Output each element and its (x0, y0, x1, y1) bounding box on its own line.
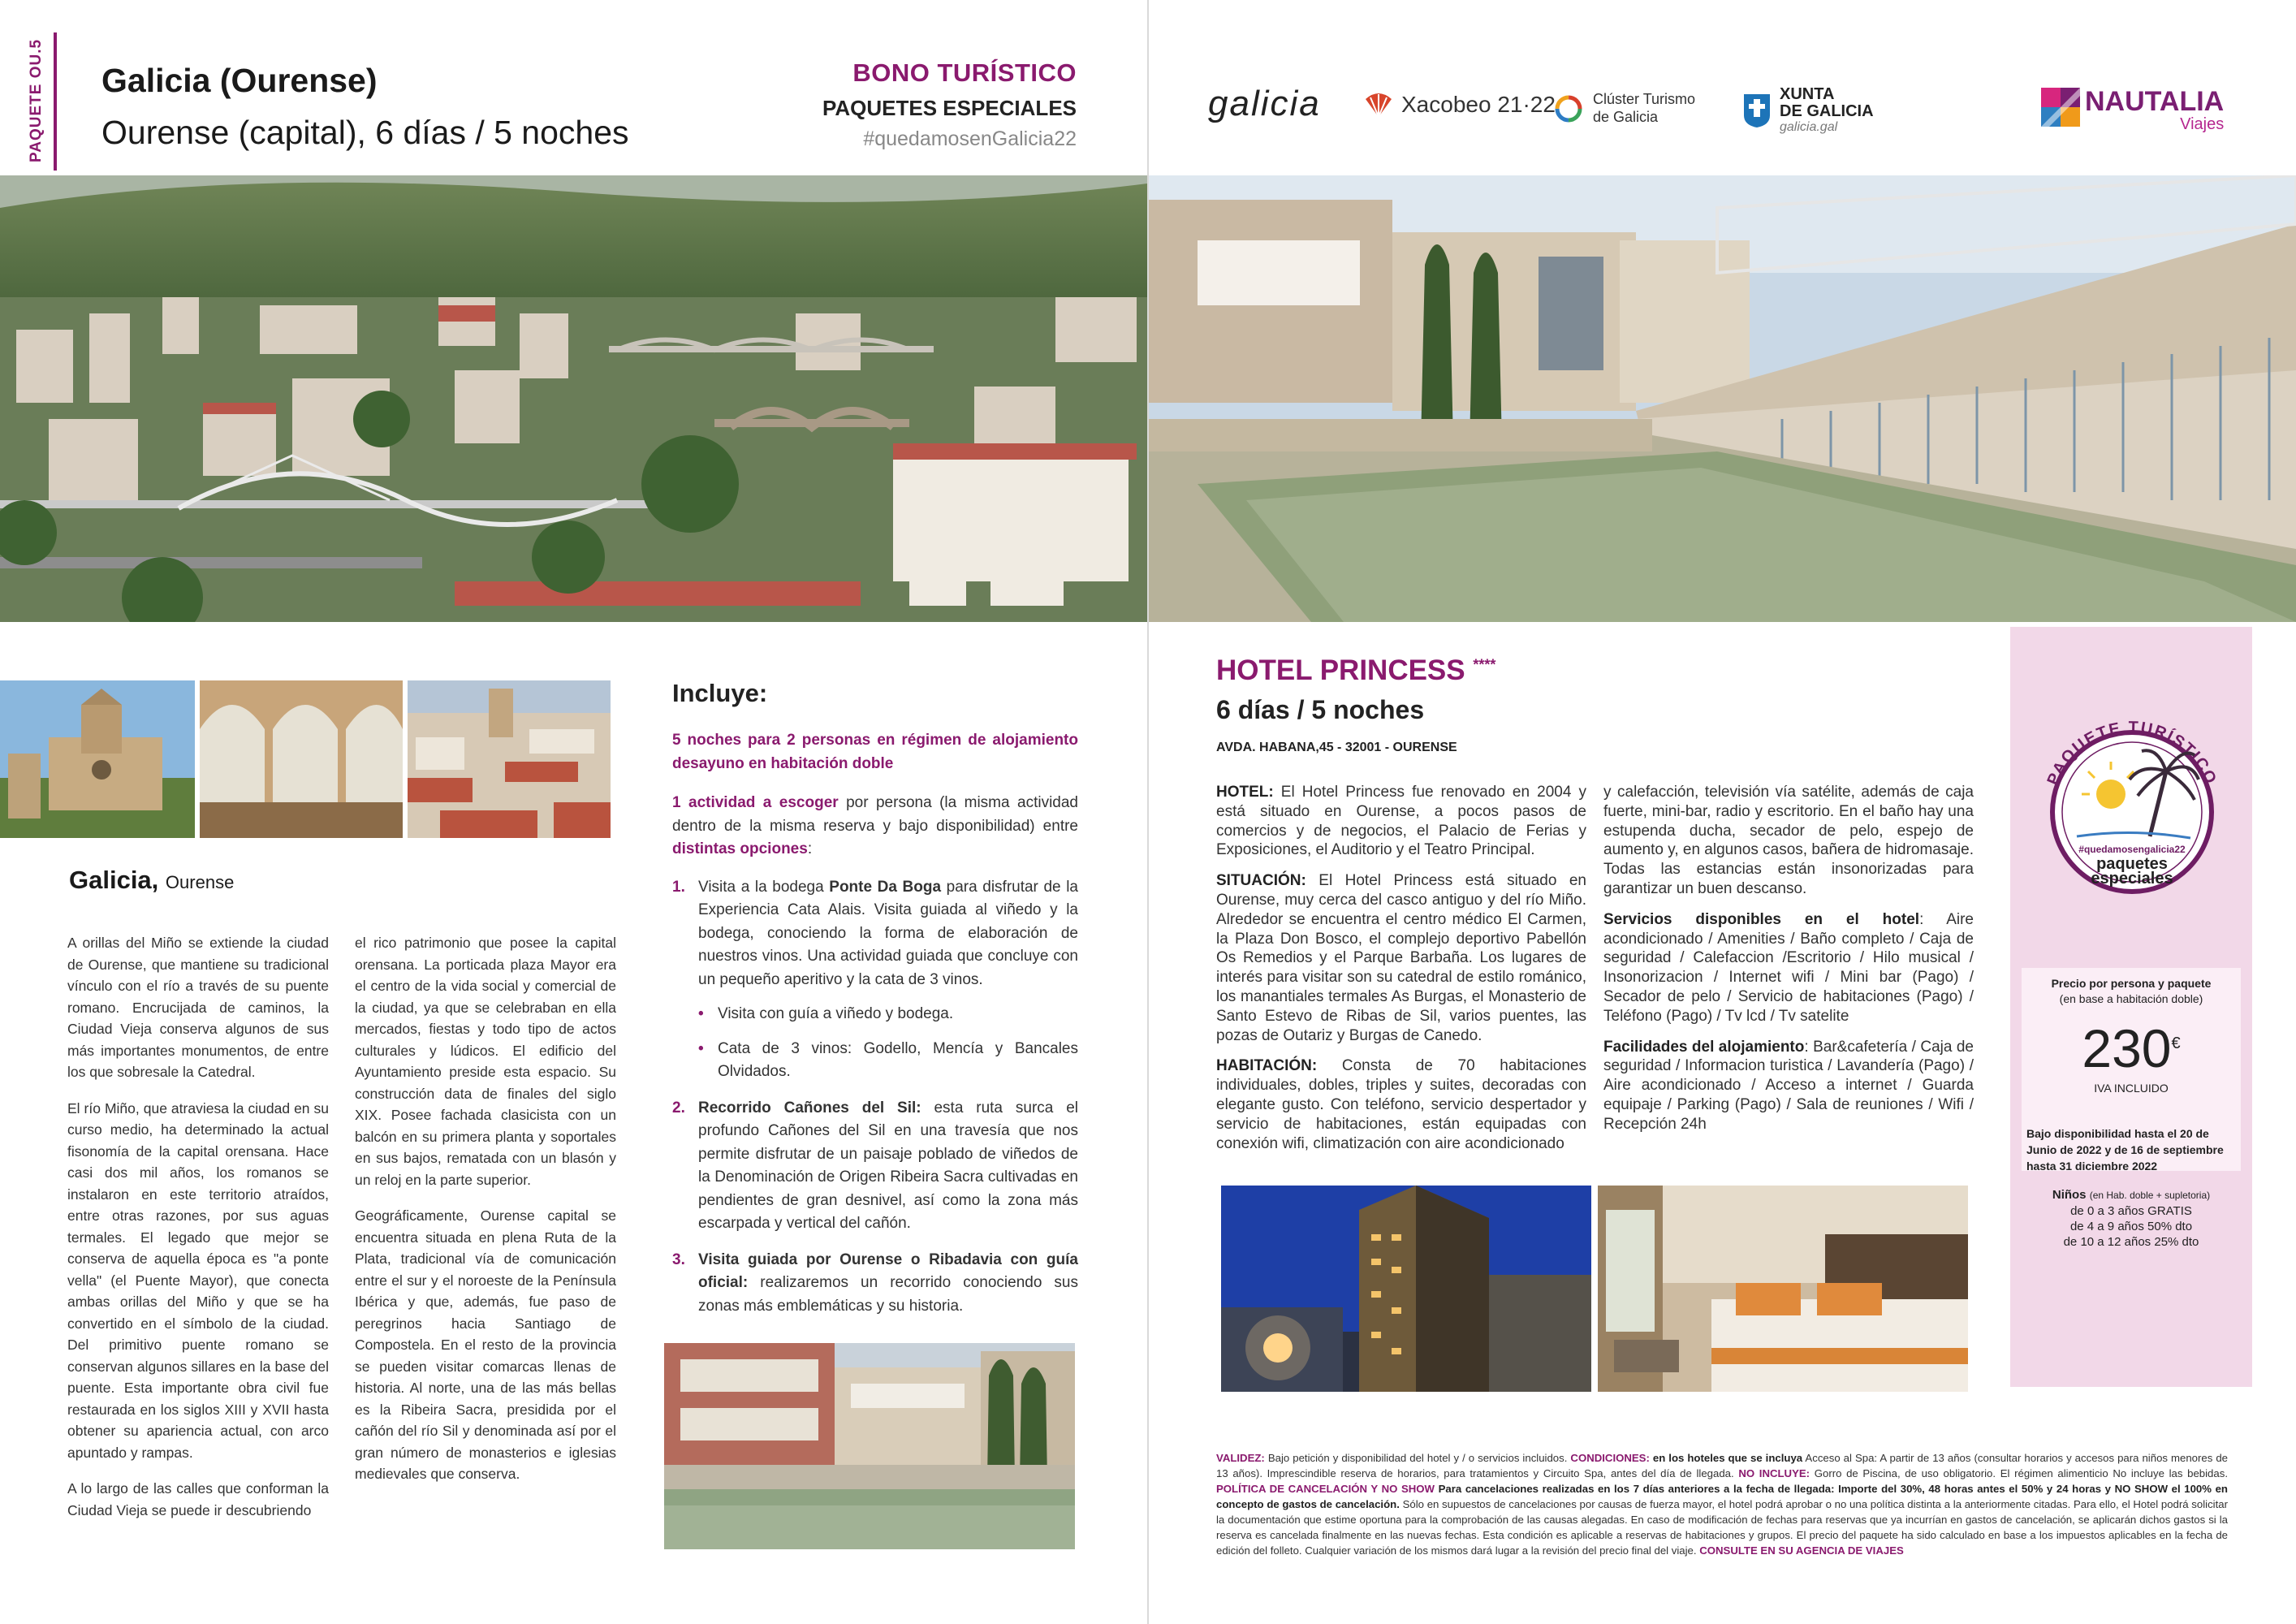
xunta-line2: DE GALICIA (1780, 102, 1874, 120)
nautalia-sub: Viajes (2180, 115, 2225, 133)
incluye-heading: Incluye: (672, 679, 768, 707)
conditions-condiciones-bold: en los hoteles que se incluya (1649, 1452, 1803, 1464)
xunta-logo (1742, 86, 1874, 135)
hotel-paragraph-label: Servicios disponibles en el hotel (1603, 910, 1920, 928)
hotel-address: AVDA. HABANA,45 - 32001 - OURENSE (1216, 741, 1457, 754)
activity-text: realizaremos un recorrido conociendo sus zonas más emblemáticas y su historia. (698, 1274, 1078, 1315)
hotel-paragraph-text: : Bar&cafetería / Caja de seguridad / Informacion turistica / Lavandería (Pago) / Aire acondicionado / Acceso a internet / Guarda equipaje / Parking (Pago) / Sala de reuniones / Wifi / Recepción 24h (1603, 1038, 1974, 1133)
children-line: de 0 a 3 años GRATIS (2070, 1204, 2192, 1218)
stamp-hashtag: #quedamosengalicia22 (2078, 844, 2186, 855)
galicia-logo-text: galicia (1208, 84, 1321, 123)
activity-item (672, 1249, 1078, 1319)
activity-number: 2. (672, 1099, 685, 1116)
hotel-paragraph-label: HOTEL: (1216, 784, 1274, 801)
xacobeo-logo (1362, 91, 1556, 119)
children-title: Niños (2052, 1188, 2087, 1202)
hotel-paragraph (1216, 871, 1586, 1045)
hotel-paragraph (1603, 910, 1974, 1026)
destination-paragraph: El río Miño, que atraviesa la ciudad en su curso medio, ha determinado la actual fisonomía de la capital orensana. Hace casi dos mil años, los romanos se instalaron en este territorio atraídos, entre otras razones, por sus aguas termales. El legado que mejor se conserva de aquella época es "a ponte vella" (el Puente Mayor), que conecta ambas orillas del Miño y que se ha convertido en el símbolo de la ciudad. Del primitivo puente romano se conservan algunos sillares en la base del puente. Esta importante obra civil fue restaurada en los siglos XIII y XVII hasta obtener su apariencia actual, con arco apuntado y rampas. (67, 1099, 329, 1461)
children-note: (en Hab. doble + supletoria) (2089, 1190, 2211, 1201)
price-label-sub: (en base a habitación doble) (2059, 992, 2203, 1005)
xacobeo-shell-icon (1362, 91, 1395, 119)
xunta-url: galicia.gal (1780, 120, 1838, 134)
price-label-main: Precio por persona y paquete (2051, 977, 2212, 990)
hotel-paragraph-label: Facilidades del alojamiento (1603, 1038, 1805, 1056)
conditions-text (1216, 1450, 2228, 1558)
destination-title (69, 866, 234, 895)
xacobeo-logo-text: Xacobeo 21·22 (1401, 92, 1556, 117)
destination-paragraph: el rico patrimonio que posee la capital orensana. La porticada plaza Mayor era el centro de la vida social y comercial de la ciudad, ya que se celebraban en ella mercados, fiestas y todo tipo de actos culturales y lúdicos. El edificio del Ayuntamiento preside esta espacio. Su construcción data de finales del siglo XIX. Posee fachada clasicista con un balcón en su primera planta y soportales en sus bajos, rematada con un blasón y un reloj en la parte superior. (355, 935, 616, 1188)
price-currency: € (2171, 1034, 2181, 1052)
nautalia-logo (2041, 88, 2224, 134)
page-subtitle: Ourense (capital), 6 días / 5 noches (101, 114, 629, 151)
destination-col-1 (67, 932, 329, 1535)
hotel-room-photo (1598, 1186, 1968, 1392)
hotel-paragraph-text: : Aire acondicionado / Amenities / Baño completo / Caja de seguridad / Calefaccion /Escritorio / Hilo musical / Insonorizacion / Internet wifi / Mini bar (Pago) / Secador de pelo / Servicio de habitaciones (Pago) / Teléfono (Pago) / Tv lcd / Tv satelite (1603, 910, 1974, 1025)
activity-list (672, 876, 1078, 1319)
activity-intro-text: por persona (la misma actividad dentro de la misma reserva y bajo disponibilidad) entre (672, 794, 1078, 835)
activity-bold: Recorrido Cañones del Sil: (698, 1099, 921, 1116)
destination-paragraph: A lo largo de las calles que conforman la Ciudad Vieja se puede ir descubriendo (67, 1480, 329, 1518)
activity-intro-bold2: distintas opciones (672, 840, 808, 857)
hotel-paragraph-label: SITUACIÓN: (1216, 872, 1306, 890)
activity-bold: Visita guiada por Ourense o Ribadavia con guía oficial: (698, 1250, 1078, 1291)
bono-subtitle: PAQUETES ESPECIALES (822, 96, 1077, 120)
page-title: Galicia (Ourense) (101, 62, 378, 99)
side-tab-label: PAQUETE OU.5 (28, 38, 45, 162)
children-line: de 4 a 9 años 50% dto (2069, 1220, 2193, 1233)
hotel-paragraph-text: Consta de 70 habitaciones individuales, dobles, triples y suites, decoradas con elegante gusto. Con teléfono, servicio despertador y servicio de habitaciones, están equipadas con conexión wifi, climatización con aire acondicionado (1216, 1057, 1586, 1152)
nautalia-mosaic-icon (2041, 88, 2080, 127)
cluster-swirl-icon (1552, 93, 1585, 125)
destination-paragraph: Geográficamente, Ourense capital se encuentra situada en plena Ruta de la Plata, tradicional vía de comunicación entre el sur y el noroeste de la Península Ibérica y que, además, fue paso de peregrinos hacia Santiago de Compostela. En el resto de la provincia se pueden visitar comarcas llenas de historia. Al norte, una de las más bellas es la Ribeira Sacra, presidida por el cañón del río Sil y denominada así por el gran número de monasterios e iglesias medievales que conserva. (355, 1207, 616, 1482)
incluye-lead: 5 noches para 2 personas en régimen de alojamiento desayuno en habitación doble (672, 732, 1078, 772)
price-iva: IVA INCLUIDO (2094, 1082, 2169, 1095)
hotel-paragraph-text: El Hotel Princess está situado en Ourense, muy cerca del casco antiguo y del río Miño. Alrededor se encuentra el centro médico El Carmen, la Plaza Don Bosco, el complejo deportivo Pabellón Os Remedios y el Parque Barbaña. Los lugares de interés para visitar son su catedral de estilo románico, los manantiales termales As Burgas, el Monasterio de Santo Estevo de Ribas de Sil, varios puentes, las pozas de Outariz y Burgas de Canedo. (1216, 872, 1586, 1044)
side-tab (24, 32, 57, 171)
bono-title: BONO TURÍSTICO (852, 58, 1077, 87)
destination-title-main: Galicia, (69, 866, 159, 894)
conditions-consulte: CONSULTE EN SU AGENCIA DE VIAJES (1699, 1544, 1904, 1557)
hotel-col-2 (1603, 783, 1974, 1146)
children-pricing (2022, 1187, 2241, 1250)
conditions-politica-bold: Para cancelaciones realizadas en los 7 días anteriores a la fecha de llegada: Importe del 30%, 48 horas antes el 50% y 24 horas y NO SHOW el 100% en concepto de gastos de cancelación. (1216, 1483, 2228, 1510)
hotel-paragraph (1216, 783, 1586, 860)
galicia-logo (1208, 84, 1321, 124)
hotel-stars: **** (1473, 656, 1496, 673)
activity-subitem: • Visita con guía a viñedo y bodega. (698, 1003, 1078, 1026)
hotel-name-text: HOTEL PRINCESS (1216, 654, 1465, 686)
hotel-paragraph-text: y calefacción, televisión vía satélite, además de caja fuerte, mini-bar, radio y escritorio. En el baño hay una estupenda ducha, secador de pelo, espejo de aumento y, en algunos casos, bañera de hidromasaje. Todas las estancias están insonorizadas para garantizar un buen descanso. (1603, 784, 1974, 897)
hotel-facade-photo (1221, 1186, 1591, 1392)
cluster-line1: Clúster Turismo (1593, 91, 1696, 107)
cluster-line2: de Galicia (1593, 108, 1659, 125)
conditions-condiciones-label: CONDICIONES: (1570, 1452, 1650, 1464)
cluster-logo-text (1593, 91, 1695, 126)
conditions-politica-label: POLÍTICA DE CANCELACIÓN Y NO SHOW (1216, 1483, 1435, 1495)
cluster-logo (1552, 91, 1695, 126)
hotel-paragraph (1603, 1038, 1974, 1134)
hotel-col-1 (1216, 783, 1586, 1164)
hotel-paragraph (1603, 783, 1974, 899)
price-amount (2022, 1018, 2241, 1078)
price-availability: Bajo disponibilidad hasta el 20 de Junio de 2022 y de 16 de septiembre hasta 31 diciembre 2022 (2026, 1127, 2224, 1173)
price-label (2022, 976, 2241, 1007)
paquete-turistico-stamp (2036, 690, 2228, 901)
destination-paragraph: A orillas del Miño se extiende la ciudad de Ourense, que mantiene su tradicional vínculo con el río a través de su puente romano. Encrucijada de caminos, la Ciudad Vieja conserva algunos de sus más importantes monumentos, de entre los que sobresale la Catedral. (67, 935, 329, 1080)
conditions-no-incluye-label: NO INCLUYE: (1738, 1467, 1810, 1479)
activity-item (672, 1097, 1078, 1236)
ourense-city-photo (0, 175, 1147, 622)
conditions-condiciones: Acceso al Spa: A partir de 13 años (consultar horarios y accesos para niños menores de 13 años). Imprescindible reserva de horarios, para tratamientos y Circuito Spa, antes del día de llegada. (1216, 1452, 2229, 1479)
xunta-line1: XUNTA (1780, 85, 1835, 103)
stamp-icon (2036, 690, 2228, 901)
activity-pre: Visita a la bodega (698, 878, 830, 896)
hotel-paragraph-label: HABITACIÓN: (1216, 1057, 1318, 1075)
activity-sublist (698, 1003, 1078, 1084)
bono-block (822, 58, 1077, 151)
conditions-no-incluye: Gorro de Piscina, de uso obligatorio. El régimen alimenticio No incluye las bebidas. (1810, 1467, 2228, 1479)
hashtag: #quedamosenGalicia22 (863, 127, 1077, 150)
activity-number: 3. (672, 1250, 685, 1268)
conditions-validez: Bajo petición y disponibilidad del hotel y / o servicios incluidos. (1264, 1452, 1571, 1464)
activity-intro (672, 792, 1078, 862)
stamp-line1: paquetes (2096, 855, 2168, 873)
thermal-pool-photo (1149, 175, 2296, 622)
xunta-crest-icon (1742, 93, 1772, 128)
hotel-duration: 6 días / 5 noches (1216, 695, 1425, 724)
nautalia-name: NAUTALIA (2085, 86, 2225, 117)
children-line: de 10 a 12 años 25% dto (2063, 1235, 2199, 1249)
activity-intro-end: : (807, 840, 813, 857)
cloister-photo (200, 680, 403, 838)
incluye-block (672, 729, 1078, 1331)
rooftops-photo (408, 680, 611, 838)
destination-title-sub: Ourense (165, 872, 235, 892)
stamp-line2: especiales (2091, 870, 2173, 888)
conditions-validez-label: VALIDEZ: (1216, 1452, 1265, 1464)
conditions-politica: Sólo en supuestos de cancelaciones por causas de fuerza mayor, el hotel podrá aprobar o no una política distinta a la anteriormente citadas. Para ello, el Hotel podrá solicitar la documentación que estime oportuna para la comprobación de las causas alegadas. En caso de modificación de fechas para reservas que ya incurrían en gastos de cancelación, se aplicarán dichos gastos si la reserva es cancelada finalmente en las nuevas fechas. Esta condición es aplicable a reservas de habitaciones y grupos. El precio del paquete ha sido calculado en base a los impuestos aplicables en la fecha de edición del folleto. Cualquier variación de los mismos dará lugar a la revisión del precio final del viaje. (1216, 1498, 2228, 1557)
cathedral-photo (0, 680, 195, 838)
hotel-paragraph (1216, 1056, 1586, 1153)
ourense-street-photo (664, 1343, 1075, 1549)
activity-item (672, 876, 1078, 1084)
activity-bold: Ponte Da Boga (829, 878, 942, 896)
hotel-paragraph-text: El Hotel Princess fue renovado en 2004 y está situado en Ourense, a pocos pasos de comercios y de negocios, el Palacio de Ferias y Exposiciones, el Auditorio y el Teatro Principal. (1216, 784, 1586, 859)
activity-intro-bold: 1 actividad a escoger (672, 794, 839, 811)
activity-text: esta ruta surca el profundo Cañones del Sil en una travesía que nos permite disfrutar de un paisaje poblado de viñedos de la Denominación de Origen Ribeira Sacra cultivadas en pendientes de gran desnivel, así como la zona más escarpada y vertical del cañón. (698, 1099, 1078, 1232)
activity-text: para disfrutar de la Experiencia Cata Alais. Visita guiada al viñedo y la bodega, conociendo la forma de elaboración de nuestros vinos. Una actividad guiada que concluye con un pequeño aperitivo y la cata de 3 vinos. (698, 878, 1078, 988)
activity-number: 1. (672, 878, 685, 896)
stamp-top-text: PAQUETE TURÍSTICO (2044, 718, 2220, 788)
hotel-name (1216, 654, 1495, 687)
destination-col-2 (355, 932, 616, 1500)
price-amount-value: 230 (2082, 1018, 2172, 1078)
activity-subitem: • Cata de 3 vinos: Godello, Mencía y Bancales Olvidados. (698, 1038, 1078, 1084)
